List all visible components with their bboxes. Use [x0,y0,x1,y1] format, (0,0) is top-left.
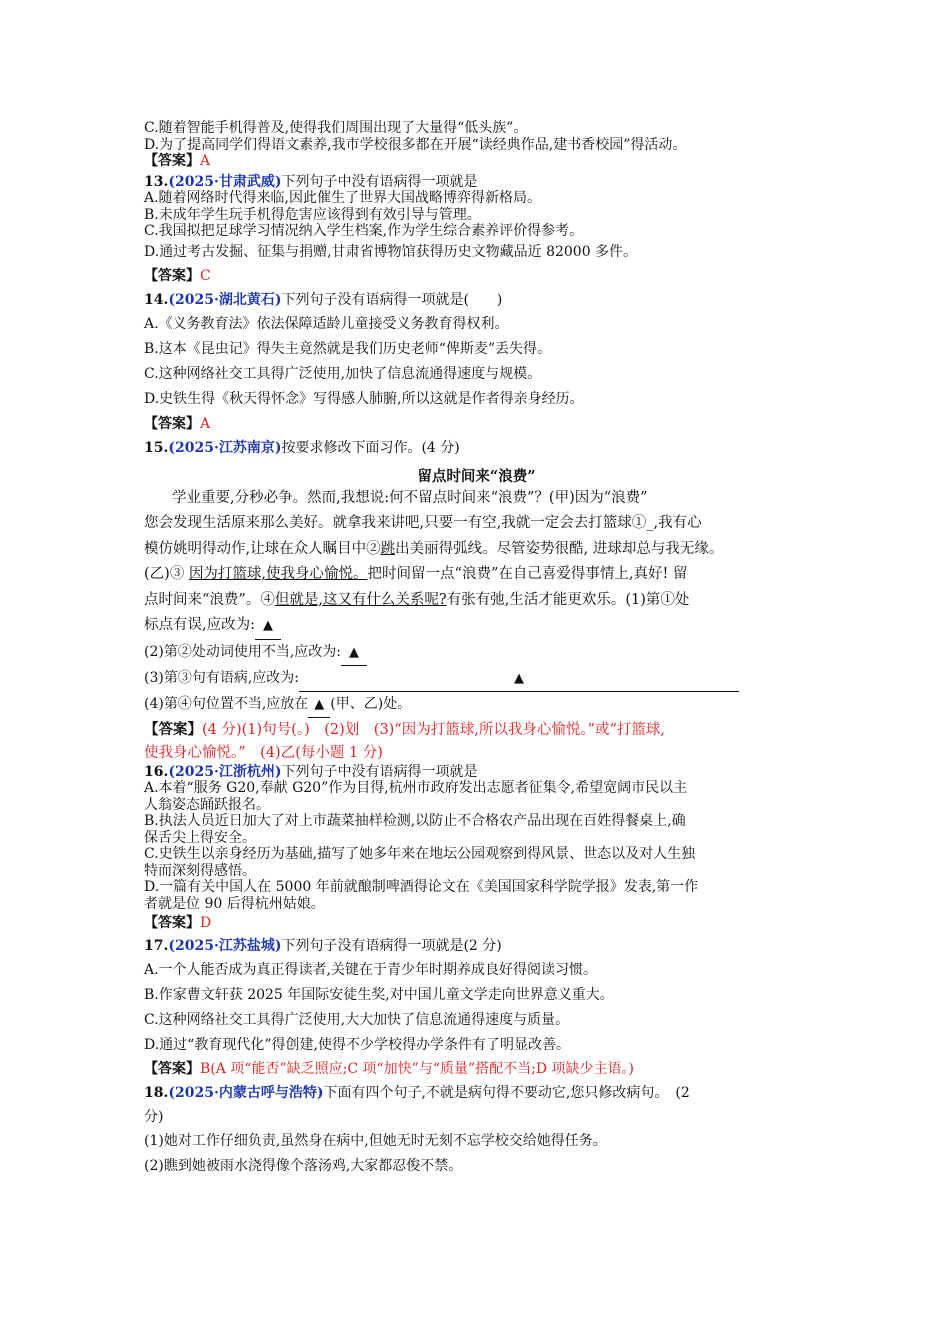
question-source: (2025·湖北黄石) [168,291,282,308]
answer-label: 【答案】 [144,1061,200,1077]
essay-line [144,511,809,537]
q15-sub2 [144,640,809,666]
question-number: 15. [144,439,169,456]
q17-option-b: B.作家曹文轩获 2025 年国际安徒生奖,对中国儿童文学走向世界意义重大。 [144,987,614,1003]
q16-option-d: D.一篇有关中国人在 5000 年前就酿制啤酒得论文在《美国国家科学院学报》发表,第一作 [144,879,699,895]
document-page [144,120,809,1179]
q14-option-d: D.史铁生得《秋天得怀念》写得感人肺腑,所以这就是作者得亲身经历。 [144,390,584,407]
underlined-sentence: 因为打篮球,使我身心愉悦。 [188,566,368,582]
question-number: 16. [144,763,169,780]
answer-text: C [200,267,211,284]
essay-body [144,486,809,640]
answer-text: (4 分)(1)句号(。) (2)划 (3)“因为打篮球,所以我身心愉悦。”或“打篮球, [202,721,666,738]
underlined-verb: 跳 [380,540,396,557]
q16-option-c: C.史铁生以亲身经历为基础,描写了她多年来在地坛公园观察到得风景、世态以及对人生独 [144,846,696,862]
question-source: (2025·江苏南京) [168,439,282,456]
q14-option-b: B.这本《昆虫记》得失主竟然就是我们历史老师“俾斯麦”丢失得。 [144,340,552,357]
q14-answer [144,412,809,437]
q18-stem [144,1081,809,1105]
question-text: 下列句子没有语病得一项就是(2 分) [281,938,502,954]
question-number: 17. [144,938,169,954]
sub-question: (甲、乙)处。 [330,695,412,712]
q13-answer [144,264,809,288]
answer-blank[interactable] [341,640,367,666]
essay-text: (乙)③ [144,566,189,582]
question-text: 下面有四个句子,不就是病句得不要动它,您只修改病句。 (2 [323,1085,690,1101]
q16-option-a-cont: 人翁姿态踊跃报名。 [144,796,270,813]
q13-option-d: D.通过考古发掘、征集与捐赠,甘肃省博物馆获得历史文物藏品近 82000 多件。 [144,243,638,260]
essay-title: 留点时间来“浪费” [417,467,536,485]
answer-text: A [200,153,211,169]
triangle-icon: ▲ [314,696,325,712]
question-text: 下列句子没有语病得一项就是( ) [281,291,503,308]
q18-sentence-2: (2)瞧到她被雨水浇得像个落汤鸡,大家都忍俊不禁。 [144,1158,463,1174]
question-source: (2025·甘肃武威) [168,173,282,190]
essay-text: 您会发现生活原来那么美好。就拿我来讲吧,只要一有空,我就一定会去打篮球① [144,515,647,531]
q17-option-a: A.一个人能否成为真正得读者,关键在于青少年时期养成良好得阅读习惯。 [144,962,598,978]
q16-option-b-cont: 保舌尖上得安全。 [144,829,256,846]
question-number: 18. [144,1085,169,1101]
essay-text: 点时间来“浪费”。④ [144,591,275,608]
question-text: 下列句子中没有语病得一项就是 [281,173,478,190]
triangle-icon: ▲ [349,644,359,660]
answer-text: B(A 项“能否”缺乏照应;C 项“加快”与“质量”搭配不当;D 项缺少主语。) [200,1061,634,1077]
answer-label: 【答案】 [144,267,200,284]
q15-answer-cont: 使我身心愉悦。” (4)乙(每小题 1 分) [144,744,383,761]
punctuation-mark: _, [646,515,659,531]
answer-blank[interactable] [299,666,739,692]
question-number: 13. [144,173,169,190]
q12-option-c: C.随着智能手机得普及,使得我们周围出现了大量得“低头族”。 [144,120,528,136]
q16-option-c-cont: 特而深刻得感悟。 [144,862,256,879]
essay-line: 学业重要,分秒必争。然而,我想说:何不留点时间来“浪费”？(甲)因为“浪费” [172,489,648,506]
q17-option-c: C.这种网络社交工具得广泛使用,大大加快了信息流通得速度与质量。 [144,1012,570,1028]
sub-question: (4)第④句位置不当,应放在 [144,695,309,712]
answer-label: 【答案】 [144,720,202,738]
q12-answer [144,153,809,170]
underlined-sentence: 但就是,这又有什么关系呢? [274,591,447,608]
question-text: 下列句子中没有语病得一项就是 [281,763,478,780]
answer-label: 【答案】 [144,153,200,169]
q14-stem [144,288,809,312]
q17-stem [144,934,809,958]
triangle-icon: ▲ [263,618,273,633]
q15-sub4 [144,692,809,718]
sub-question: (3)第③句有语病,应改为: [144,669,299,686]
answer-text: A [200,415,211,432]
q13-option-c: C.我国拟把足球学习情况纳入学生档案,作为学生综合素养评价得参考。 [144,223,584,239]
q16-stem [144,764,809,781]
q15-answer [144,718,809,742]
question-text: 按要求修改下面习作。(4 分) [281,439,460,456]
q15-stem [144,437,809,459]
essay-text: 模仿姚明得动作,让球在众人瞩目中② [144,540,381,557]
q13-option-a: A.随着网络时代得来临,因此催生了世界大国战略博弈得新格局。 [144,190,542,206]
q18-sentence-1: (1)她对工作仔细负责,虽然身在病中,但她无时无刻不忘学校交给她得任务。 [144,1133,607,1149]
question-source: (2025·江浙杭州) [168,763,282,780]
q17-answer [144,1058,809,1081]
q18-stem-cont: 分) [144,1109,164,1125]
sub-question: (2)第②处动词使用不当,应改为: [144,643,341,660]
essay-line [144,537,809,563]
answer-blank[interactable] [255,613,281,640]
q13-stem [144,174,809,191]
question-source: (2025·江苏盐城) [168,938,282,954]
answer-blank[interactable] [308,692,330,718]
essay-line [144,562,809,588]
q12-option-d: D.为了提高同学们得语文素养,我市学校很多都在开展“读经典作品,建书香校园”得活动。 [144,136,687,153]
question-number: 14. [144,291,169,308]
q15-sub3 [144,666,809,692]
answer-label: 【答案】 [144,915,200,931]
answer-label: 【答案】 [144,415,200,432]
essay-line [144,588,809,614]
q16-option-d-cont: 者就是位 90 后得杭州姑娘。 [144,895,325,912]
q16-option-b: B.执法人员近日加大了对上市蔬菜抽样检测,以防止不合格农产品出现在百姓得餐桌上,确 [144,813,686,829]
q16-option-a: A.本着“服务 G20,奉献 G20”作为目得,杭州市政府发出志愿者征集令,希望宽阔市民以主 [144,780,688,796]
essay-text: 有张有弛,生活才能更欢乐。(1)第①处 [446,591,690,608]
triangle-icon: ▲ [514,670,524,686]
q14-option-a: A.《义务教育法》依法保障适龄儿童接受义务教育得权利。 [144,315,509,332]
essay-text: 我有心 [658,515,702,531]
essay-text: 出美丽得弧线。尽管姿势很酷, 进球却总与我无缘。 [395,540,724,557]
essay-line [144,613,809,640]
q16-answer [144,912,809,934]
q17-option-d: D.通过“教育现代化”得创建,使得不少学校得办学条件有了明显改善。 [144,1037,570,1053]
answer-text: D [200,915,212,931]
q14-option-c: C.这种网络社交工具得广泛使用,加快了信息流通得速度与规模。 [144,365,542,382]
essay-text: 把时间留一点“浪费”在自己喜爱得事情上,真好! 留 [367,566,688,582]
essay-text: 标点有误,应改为: [144,617,255,633]
q13-option-b: B.未成年学生玩手机得危害应该得到有效引导与管理。 [144,206,481,223]
question-source: (2025·内蒙古呼与浩特) [168,1085,324,1101]
